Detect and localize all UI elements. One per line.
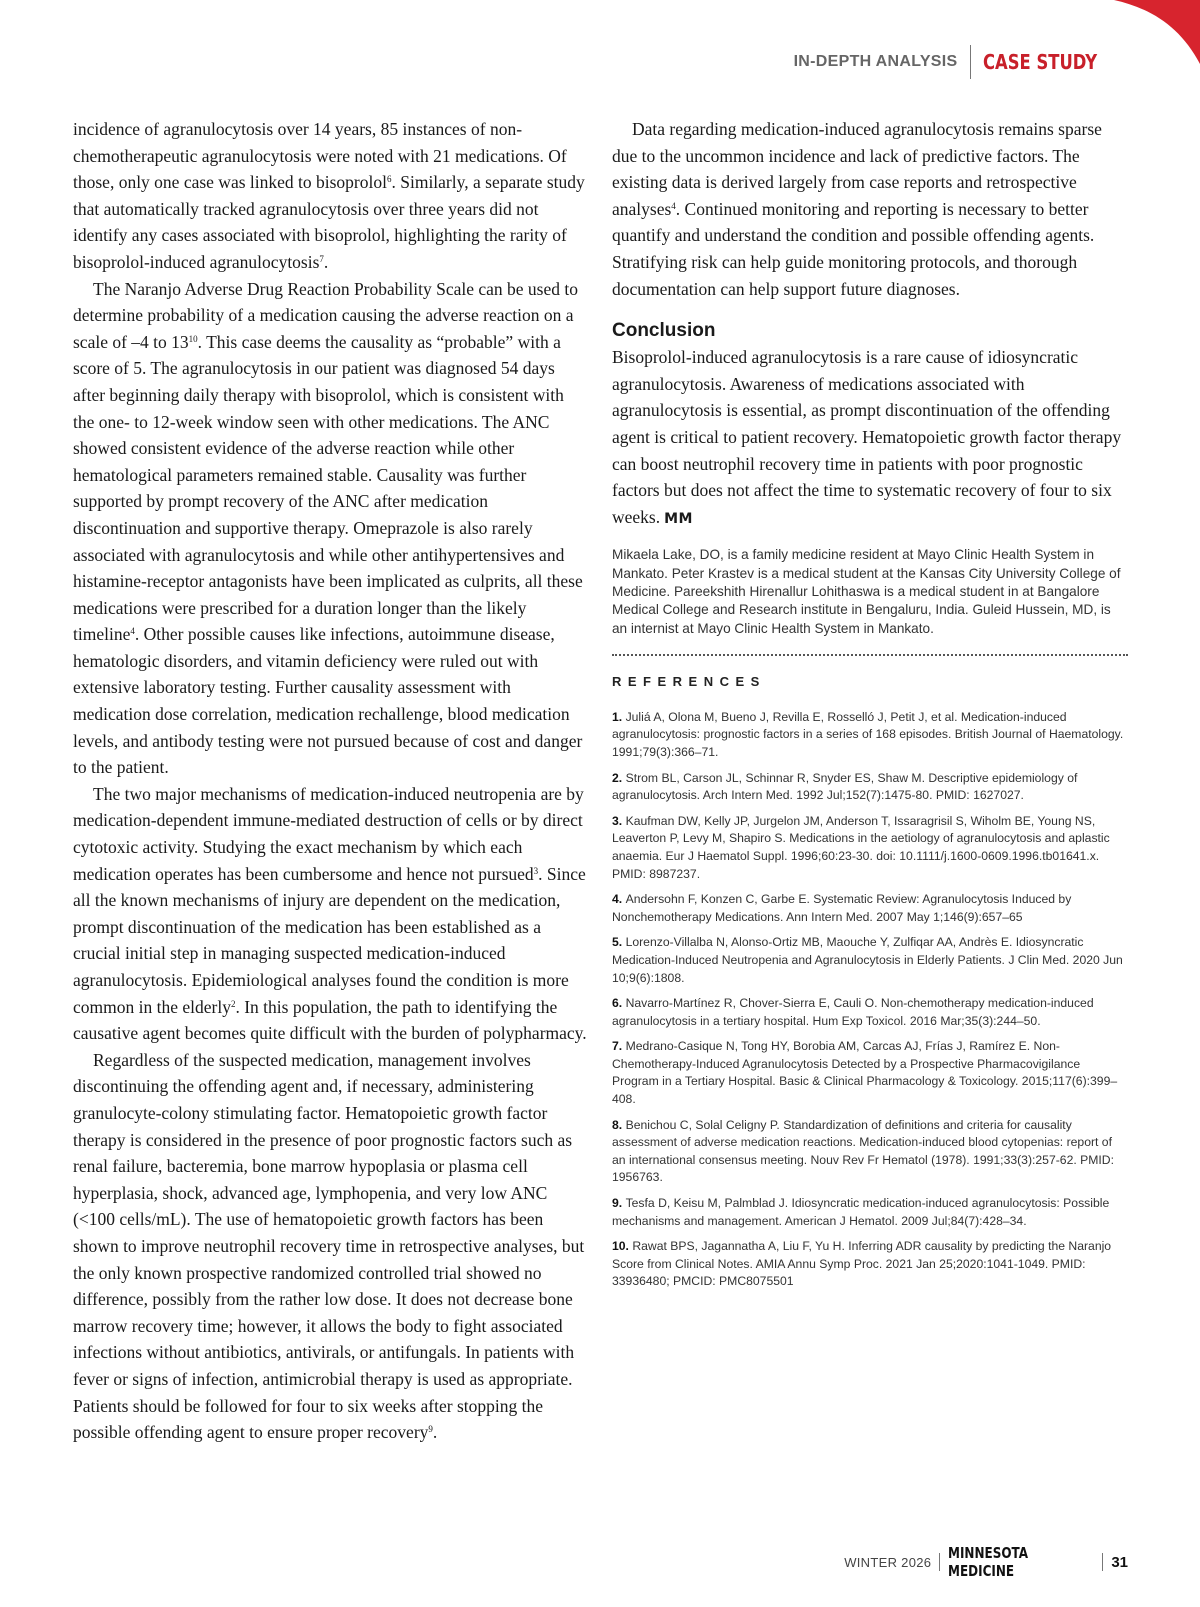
author-bio: Mikaela Lake, DO, is a family medicine resident at Mayo Clinic Health System in Mankato. Peter Krastev is a medical student at the Kansas City University College of Medicine. Pareekshith Hirenallur Lohithaswa is a medical student in at Bangalore Medical College and Research institute in Bengaluru, India. Guleid Hussein, MD, is an internist at Mayo Clinic Health System in Mankato. [612, 547, 1121, 636]
reference-text: Juliá A, Olona M, Bueno J, Revilla E, Rosselló J, Petit J, et al. Medication-induced agranulocytosis: prognostic factors in a series of 168 episodes. British Journal of Haematology. 1991;79(3):366–71. [612, 709, 1124, 759]
citation-superscript: 2 [230, 998, 236, 1009]
reference-text: Tesfa D, Keisu M, Palmblad J. Idiosyncratic medication-induced agranulocytosis: Possible mechanisms and management. American J Hematol. 2009 Jul;84(7):428–34. [612, 1196, 1110, 1228]
reference-number: 6. [612, 996, 626, 1011]
body-paragraph: The Naranjo Adverse Drug Reaction Probability Scale can be used to determine probability of a medication causing the adverse reaction on a scale of –4 to $13^{10}$. This case deems the causality as “probable” with a score of 5. The agranulocytosis in our patient was diagnosed 54 days after beginning daily therapy with bisoprolol, which is consistent with the one- to 12-week window seen with other medications. The ANC showed consistent evidence of the adverse reaction while other hematological parameters remained stable. Causality was further supported by prompt recovery of the ANC after medication discontinuation and supportive therapy. Omeprazole is also rarely associated with agranulocytosis and while other antihypertensives and histamine-receptor antagonists have been implicated as culprits, all these medications were prescribed for a duration longer than the likely timeline$^4$. Other possible causes like infections, autoimmune disease, hematologic disorders, and vitamin deficiency were ruled out with extensive laboratory testing. Further causality assessment with medication dose correlation, medication rechallenge, blood medication levels, and antibody testing were not pursued because of cost and danger to the patient. [73, 278, 583, 778]
citation-superscript: 10 [188, 333, 198, 344]
section-label: CASE STUDY [983, 50, 1098, 74]
reference-text: Benichou C, Solal Celigny P. Standardization of definitions and criteria for causality assessment of adverse medication reactions. Medication-induced blood cytopenias: report of an international consensus meeting. Nouv Rev Fr Hematol (1978). 1991;33(3):257-62. PMID: 1956763. [612, 1117, 1114, 1185]
references-title: REFERENCES [612, 673, 766, 689]
reference-item [612, 995, 1128, 1030]
citation-superscript: 7 [319, 253, 324, 264]
reference-item [612, 1238, 1128, 1291]
conclusion-heading: Conclusion [612, 320, 716, 342]
conclusion-paragraph: Bisoprolol-induced agranulocytosis is a rare cause of idiosyncratic agranulocytosis. Awareness of medications associated with agranulocytosis is essential, as prompt discontinuation of the offending agent is critical to patient recovery. Hematopoietic growth factor therapy can boost neutrophil recovery time in patients with poor prognostic factors but does not affect the time to systematic recovery of four to six weeks. MM [612, 347, 1122, 527]
citation-superscript: 4 [130, 626, 135, 637]
references-list [612, 709, 1128, 1291]
header-divider [970, 45, 972, 79]
reference-item [612, 709, 1128, 762]
right-column [612, 116, 1128, 1299]
reference-number: 9. [612, 1196, 626, 1211]
reference-text: Lorenzo-Villalba N, Alonso-Ortiz MB, Maouche Y, Zulfiqar AA, Andrès E. Idiosyncratic Medication-Induced Neutropenia and Agranulocytosis in Elderly Patients. J Clin Med. 2020 Jun 10;9(6):1808. [612, 935, 1123, 985]
dotted-divider [612, 654, 1128, 656]
body-paragraph: incidence of agranulocytosis over 14 years, 85 instances of non-chemotherapeutic agranulocytosis were noted with 21 medications. Of those, only one case was linked to bisoprolol$^6$. Similarly, a separate study that automatically tracked agranulocytosis over three years did not identify any cases associated with bisoprolol, highlighting the rarity of bisoprolol-induced agranulocytosis$^7$. [73, 119, 585, 272]
citation-superscript: 9 [428, 1424, 433, 1435]
footer-magazine: MINNESOTA MEDICINE [948, 1544, 1029, 1580]
reference-number: 2. [612, 770, 626, 785]
reference-number: 3. [612, 813, 626, 828]
body-paragraph: The two major mechanisms of medication-induced neutropenia are by medication-dependent immune-mediated destruction of cells or by direct cytotoxic activity. Studying the exact mechanism by which each medication operates has been cumbersome and hence not pursued$^3$. Since all the known mechanisms of injury are dependent on the medication, prompt discontinuation of the medication has been established as a crucial initial step in managing suspected medication-induced agranulocytosis. Epidemiological analyses found the condition is more common in the elderly$^2$. In this population, the path to identifying the causative agent becomes quite difficult with the burden of polypharmacy. [73, 783, 587, 1044]
citation-superscript: 6 [386, 174, 392, 185]
reference-item [612, 1195, 1128, 1230]
reference-item [612, 891, 1128, 926]
reference-item [612, 934, 1128, 987]
reference-text: Navarro-Martínez R, Chover-Sierra E, Cauli O. Non-chemotherapy medication-induced agranulocytosis in a tertiary hospital. Hum Exp Toxicol. 2016 Mar;35(3):244–50. [612, 996, 1094, 1028]
reference-text: Kaufman DW, Kelly JP, Jurgelon JM, Anderson T, Issaragrisil S, Wiholm BE, Young NS, Leaverton P, Levy M, Shapiro S. Medications in the aetiology of agranulocytosis and aplastic anaemia. Eur J Haematol Suppl. 1996;60:23-30. doi: 10.1111/j.1600-0609.1996.tb01641.x. PMID: 8987237. [612, 813, 1110, 881]
kicker-label: IN-DEPTH ANALYSIS [793, 53, 958, 70]
page-footer [844, 1544, 1128, 1580]
footer-issue: WINTER 2026 [844, 1554, 932, 1570]
reference-text: Andersohn F, Konzen C, Garbe E. Systematic Review: Agranulocytosis Induced by Nonchemotherapy Medications. Ann Intern Med. 2007 May 1;146(9):657–65 [612, 892, 1072, 924]
reference-number: 1. [612, 709, 626, 724]
left-column [73, 116, 587, 1446]
citation-superscript: 3 [533, 865, 539, 876]
end-mark: MM [664, 510, 693, 527]
footer-divider [1102, 1553, 1103, 1571]
reference-item [612, 1117, 1128, 1187]
reference-text: Strom BL, Carson JL, Schinnar R, Snyder ES, Shaw M. Descriptive epidemiology of agranulocytosis. Arch Intern Med. 1992 Jul;152(7):1475-80. PMID: 1627027. [612, 770, 1078, 803]
reference-number: 5. [612, 935, 626, 950]
intro-paragraph: Data regarding medication-induced agranulocytosis remains sparse due to the uncommon incidence and lack of predictive factors. The existing data is derived largely from case reports and retrospective analyses$^4$. Continued monitoring and reporting is necessary to better quantify and understand the condition and possible offending agents. Stratifying risk can help guide monitoring protocols, and thorough documentation can help support future diagnoses. [612, 119, 1102, 299]
reference-text: Medrano-Casique N, Tong HY, Borobia AM, Carcas AJ, Frías J, Ramírez E. Non-Chemotherapy-Induced Agranulocytosis Detected by a Prospective Pharmacovigilance Program in a Tertiary Hospital. Basic & Clinical Pharmacology & Toxicology. 2015;117(6):399–408. [612, 1039, 1118, 1107]
reference-item [612, 1038, 1128, 1108]
body-paragraph: Regardless of the suspected medication, management involves discontinuing the offending agent and, if necessary, administering granulocyte-colony stimulating factor. Hematopoietic growth factor therapy is considered in the presence of poor prognostic factors such as renal failure, bacteremia, bone marrow hypoplasia or plasma cell hyperplasia, shock, advanced age, lymphopenia, and very low ANC (<100 cells/mL). The use of hematopoietic growth factors has been shown to improve neutrophil recovery time in retrospective analyses, but the only known prospective randomized controlled trial showed no difference, possibly from the rather low dose. It does not decrease bone marrow recovery time; however, it allows the body to fight associated infections without antibiotics, antivirals, or antifungals. In patients with fever or signs of infection, antimicrobial therapy is used as appropriate. Patients should be followed for four to six weeks after stopping the possible offending agent to ensure proper recovery$^9$. [73, 1049, 585, 1443]
page-header [794, 44, 1128, 80]
reference-number: 8. [612, 1117, 626, 1132]
footer-divider [939, 1553, 940, 1571]
reference-number: 10. [612, 1239, 633, 1254]
page-number: 31 [1111, 1553, 1128, 1571]
reference-number: 7. [612, 1039, 626, 1054]
reference-number: 4. [612, 892, 626, 907]
reference-item [612, 770, 1128, 805]
reference-text: Rawat BPS, Jagannatha A, Liu F, Yu H. Inferring ADR causality by predicting the Naranjo Score from Clinical Notes. AMIA Annu Symp Proc. 2021 Jan 25;2020:1041-1049. PMID: 33936480; PMCID: PMC8075501 [612, 1239, 1112, 1289]
reference-item [612, 813, 1128, 883]
citation-superscript: 4 [671, 200, 676, 211]
